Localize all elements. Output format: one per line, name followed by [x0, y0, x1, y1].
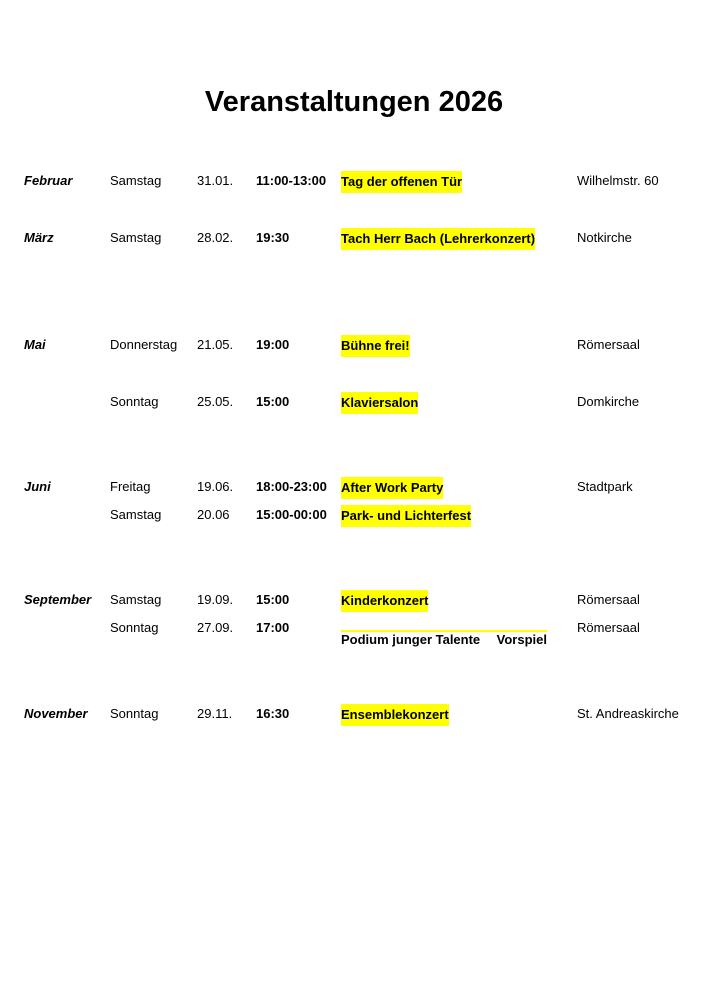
event-title: Park- und Lichterfest: [341, 505, 471, 527]
month-label: Mai: [24, 337, 46, 352]
event-place: Notkirche: [577, 230, 632, 245]
event-place: Stadtpark: [577, 479, 633, 494]
event-title: Podium junger Talente: [341, 632, 481, 647]
event-time: 16:30: [256, 706, 290, 721]
event-time: 15:00: [256, 592, 290, 607]
weekday: Sonntag: [110, 394, 159, 409]
event-date: 25.05.: [197, 394, 234, 409]
event-time: 19:30: [256, 230, 290, 245]
event-row: [0, 335, 708, 355]
month-label: September: [24, 592, 92, 607]
event-title-highlight: [341, 630, 547, 647]
event-place: Römersaal: [577, 620, 640, 635]
event-date: 19.09.: [197, 592, 234, 607]
weekday: Samstag: [110, 230, 162, 245]
weekday: Samstag: [110, 507, 162, 522]
weekday: Donnerstag: [110, 337, 178, 352]
event-extra: Vorspiel: [496, 632, 547, 647]
event-date: 19.06.: [197, 479, 234, 494]
event-row: [0, 477, 708, 497]
event-date: 20.06: [197, 507, 230, 522]
event-time: 17:00: [256, 620, 290, 635]
event-place: Wilhelmstr. 60: [577, 173, 659, 188]
event-date: 27.09.: [197, 620, 234, 635]
weekday: Samstag: [110, 592, 162, 607]
event-date: 29.11.: [197, 706, 233, 721]
weekday: Sonntag: [110, 620, 159, 635]
event-row: [0, 392, 708, 412]
month-label: Februar: [24, 173, 73, 188]
event-title: Klaviersalon: [341, 392, 418, 414]
event-time: 15:00-00:00: [256, 507, 327, 522]
event-row: [0, 590, 708, 610]
event-place: Römersaal: [577, 337, 640, 352]
event-place: Domkirche: [577, 394, 640, 409]
event-title: Ensemblekonzert: [341, 704, 449, 726]
event-date: 31.01.: [197, 173, 234, 188]
page-title: Veranstaltungen 2026: [204, 86, 504, 118]
event-time: 19:00: [256, 337, 290, 352]
weekday: Freitag: [110, 479, 151, 494]
event-place: St. Andreaskirche: [577, 706, 679, 721]
event-title: Tag der offenen Tür: [341, 171, 462, 193]
event-row: [0, 704, 708, 724]
event-row: [0, 505, 708, 525]
event-row: [0, 171, 708, 191]
event-title: Bühne frei!: [341, 335, 410, 357]
event-row: [0, 228, 708, 248]
event-place: Römersaal: [577, 592, 640, 607]
event-title: After Work Party: [341, 477, 443, 499]
event-row: [0, 618, 708, 647]
event-time: 18:00-23:00: [256, 479, 327, 494]
event-date: 21.05.: [197, 337, 234, 352]
event-time: 11:00-13:00: [256, 173, 327, 188]
month-label: Juni: [24, 479, 51, 494]
event-title: Kinderkonzert: [341, 590, 428, 612]
event-time: 15:00: [256, 394, 290, 409]
month-label: März: [24, 230, 54, 245]
weekday: Sonntag: [110, 706, 159, 721]
weekday: Samstag: [110, 173, 162, 188]
event-title: Tach Herr Bach (Lehrerkonzert): [341, 228, 535, 250]
month-label: November: [24, 706, 88, 721]
event-date: 28.02.: [197, 230, 234, 245]
